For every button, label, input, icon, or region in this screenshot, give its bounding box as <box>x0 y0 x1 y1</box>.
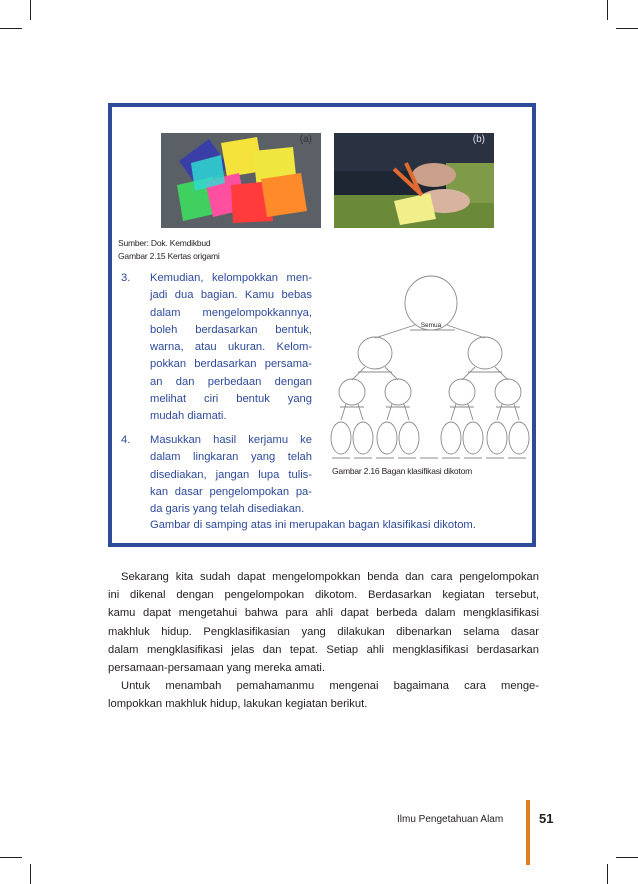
figure-source: Sumber: Dok. Kemdikbud <box>118 238 211 248</box>
chart-node <box>339 379 365 405</box>
step-line: kan dasar pengelompokan pa- <box>150 485 312 498</box>
footer-accent-bar <box>526 800 530 865</box>
crop-mark <box>616 857 638 858</box>
origami-photo-a <box>161 133 321 228</box>
crop-mark <box>0 857 22 858</box>
step-line: Kemudian, kelompokkan men- <box>150 272 312 284</box>
paragraph-line: makhluk hidup. Pengklasifikasian yang dilakukan dibenarkan selama dasar <box>108 625 539 638</box>
dichotomous-chart <box>330 270 530 470</box>
photo-label-b: (b) <box>472 134 485 145</box>
step-line: warna, atau ukuran. Kelom- <box>150 341 312 354</box>
chart-node <box>487 422 507 454</box>
step-line: pokkan berdasarkan persama- <box>150 358 312 371</box>
cutting-paper-image <box>334 133 494 228</box>
chart-node <box>463 422 483 454</box>
photo-label-a: (a) <box>299 134 312 145</box>
step-line: jadi dua bagian. Kamu bebas <box>150 289 312 302</box>
step-line: dalam mengelompokkannya, <box>150 306 312 319</box>
origami-papers-image <box>161 133 321 228</box>
paragraph-line: Sekarang kita sudah dapat mengelompokkan benda dan cara pengelompokan <box>121 571 539 583</box>
step-line: Masukkan hasil kerjamu ke <box>150 434 312 446</box>
paragraph-line: ini dikenal dengan pengelompokan dikotom. Berdasarkan kegiatan tersebut, <box>108 589 539 602</box>
chart-node <box>353 422 373 454</box>
crop-mark <box>0 28 22 29</box>
step-number: 3. <box>121 272 131 284</box>
crop-mark <box>607 864 608 884</box>
paragraph-line: lompokkan makhluk hidup, lakukan kegiatan berikut. <box>108 698 368 711</box>
chart-node <box>495 379 521 405</box>
step-text <box>150 270 312 426</box>
paragraph-line: persamaan-persamaan yang mereka amati. <box>108 661 326 674</box>
footer-title: Ilmu Pengetahuan Alam <box>397 814 504 825</box>
closing-line: Gambar di samping atas ini merupakan bagan klasifikasi dikotom. <box>150 519 476 531</box>
paragraph-2 <box>108 677 539 713</box>
crop-mark <box>30 0 31 20</box>
chart-node <box>377 422 397 454</box>
step-line: boleh berdasarkan bentuk, <box>150 323 312 336</box>
chart-node <box>331 422 351 454</box>
chart-node <box>399 422 419 454</box>
paragraph-line: kamu dapat mengetahui bahwa para ahli dapat berbeda dalam mengklasifikasi <box>108 607 539 620</box>
figure-caption: Gambar 2.15 Kertas origami <box>118 251 220 261</box>
step-line: an dan perbedaan dengan <box>150 375 312 388</box>
chart-node <box>509 422 529 454</box>
step-line: dalam lingkaran yang telah <box>150 451 312 464</box>
step-line: melihat ciri bentuk yang <box>150 393 312 406</box>
page-number: 51 <box>539 811 554 826</box>
chart-root-label: Semua <box>420 322 442 329</box>
step-line: da garis yang telah disediakan. <box>150 503 305 516</box>
step-text <box>150 432 312 518</box>
paragraph-1 <box>108 568 539 677</box>
chart-node <box>385 379 411 405</box>
crop-mark <box>30 864 31 884</box>
chart-caption: Gambar 2.16 Bagan klasifikasi dikotom <box>332 466 473 476</box>
chart-node <box>358 337 392 369</box>
paragraph-line: dalam mengklasifikasi jelas dan tepat. Setiap ahli mengklasifikasi berdasarkan <box>108 643 539 656</box>
step-line: mudah diamati. <box>150 410 227 423</box>
paragraph-line: Untuk menambah pemahamanmu mengenai bagaimana cara menge- <box>121 680 539 692</box>
crop-mark <box>616 28 638 29</box>
crop-mark <box>607 0 608 20</box>
cutting-photo-b <box>334 133 494 228</box>
chart-node <box>468 337 502 369</box>
chart-node <box>449 379 475 405</box>
step-number: 4. <box>121 434 131 446</box>
chart-node <box>441 422 461 454</box>
step-line: disediakan, jangan lupa tulis- <box>150 468 312 481</box>
